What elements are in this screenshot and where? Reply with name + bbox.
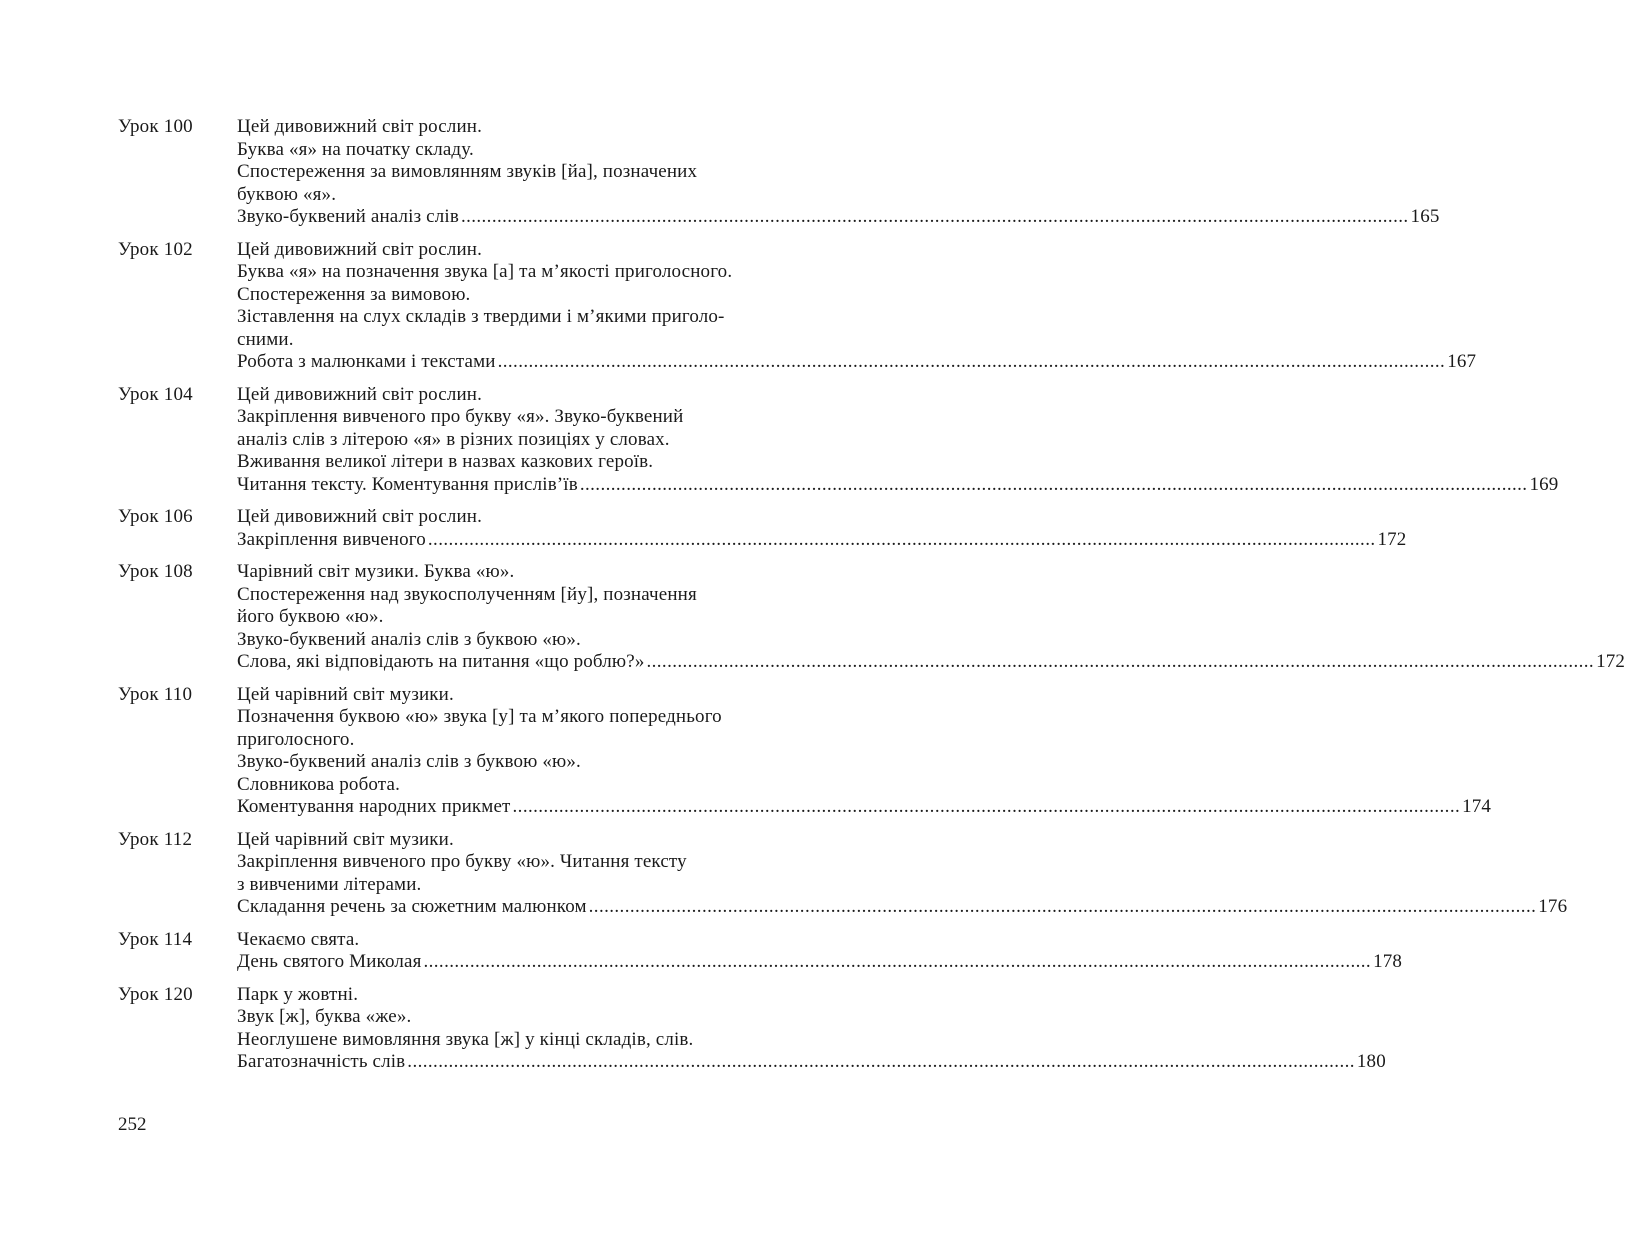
topic-line: Слова, які відповідають на питання «що роблю?» <box>237 651 645 672</box>
toc-leader-line <box>237 529 1406 552</box>
topic-line: Цей дивовижний світ рослин. <box>237 506 483 527</box>
toc-leader-line <box>237 951 1402 974</box>
topic-line: Багатозначність слів <box>237 1051 406 1072</box>
dot-leader <box>407 1051 1355 1074</box>
dot-leader <box>580 474 1528 497</box>
lesson-label: Урок 102 <box>118 238 193 260</box>
topic-line: Читання тексту. Коментування прислів’їв <box>237 473 578 495</box>
topic-line: його буквою «ю». <box>237 606 384 627</box>
toc-leader-line <box>237 206 1440 229</box>
lesson-label: Урок 112 <box>118 828 193 850</box>
topic-line: Цей дивовижний світ рослин. <box>237 383 483 405</box>
page-ref: 176 <box>1538 896 1568 917</box>
topic-line: Цей дивовижний світ рослин. <box>237 238 483 260</box>
toc-leader-line <box>237 896 1567 919</box>
page-ref: 169 <box>1529 473 1559 495</box>
topic-line: Складання речень за сюжетним малюнком <box>237 896 587 917</box>
topic-line: Робота з малюнками і текстами <box>237 351 496 372</box>
lesson-label: Урок 100 <box>118 116 193 137</box>
page-number: 252 <box>118 1114 147 1135</box>
topic-line: Вживання великої літери в назвах казкових героїв. <box>237 451 654 472</box>
topic-line: Спостереження за вимовою. <box>237 283 471 305</box>
toc-leader-line <box>237 651 1625 674</box>
toc-leader-line <box>237 474 1558 497</box>
page-ref: 172 <box>1377 528 1407 550</box>
topic-line: Цей чарівний світ музики. <box>237 828 454 850</box>
toc-entry <box>118 116 1440 229</box>
toc-entry <box>118 983 1386 1074</box>
lesson-label: Урок 110 <box>118 683 193 705</box>
toc-leader-line <box>237 796 1491 819</box>
topic-line: сними. <box>237 328 294 350</box>
topic-line: Чекаємо свята. <box>237 928 360 950</box>
toc-entry <box>118 683 1492 819</box>
topic-line: Неоглушене вимовляння звука [ж] у кінці складів, слів. <box>237 1028 694 1050</box>
topic-line: Словникова робота. <box>237 773 400 795</box>
toc-entry <box>118 383 1559 497</box>
topic-line: Закріплення вивченого <box>237 528 426 550</box>
table-of-contents <box>118 116 1625 1084</box>
lesson-label: Урок 114 <box>118 928 193 950</box>
topic-line: Позначення буквою «ю» звука [у] та м’якого попереднього <box>237 706 722 727</box>
topic-line: буквою «я». <box>237 183 337 205</box>
toc-entry <box>118 561 1625 674</box>
topic-line: Звуко-буквений аналіз слів <box>237 206 459 227</box>
dot-leader <box>513 796 1461 819</box>
lesson-label: Урок 104 <box>118 383 193 405</box>
toc-entry <box>118 928 1403 974</box>
page-ref: 167 <box>1447 351 1477 372</box>
dot-leader <box>428 529 1376 552</box>
dot-leader <box>589 896 1537 919</box>
toc-entry <box>118 238 1477 374</box>
dot-leader <box>461 206 1409 229</box>
dot-leader <box>423 951 1371 974</box>
topic-line: Спостереження над звукосполученням [йу], позначення <box>237 583 697 605</box>
topic-line: День святого Миколая <box>237 951 422 972</box>
topic-line: Парк у жовтні. <box>237 983 359 1005</box>
topic-line: аналіз слів з літерою «я» в різних позиціях у словах. <box>237 428 670 450</box>
page-ref: 178 <box>1373 951 1403 972</box>
topic-line: Зіставлення на слух складів з твердими і м’якими приголо- <box>237 306 725 327</box>
topic-line: приголосного. <box>237 728 355 750</box>
topic-line: Звуко-буквений аналіз слів з буквою «ю». <box>237 751 581 772</box>
page-ref: 180 <box>1356 1051 1386 1072</box>
topic-line: Коментування народних прикмет <box>237 796 511 817</box>
lesson-label: Урок 120 <box>118 983 193 1005</box>
topic-line: Буква «я» на позначення звука [а] та м’якості приголосного. <box>237 261 733 282</box>
topic-line: Закріплення вивченого про букву «ю». Читання тексту <box>237 851 687 872</box>
page-ref: 174 <box>1462 796 1492 817</box>
topic-line: Звук [ж], буква «же». <box>237 1006 412 1027</box>
lesson-label: Урок 106 <box>118 506 193 527</box>
toc-leader-line <box>237 351 1476 374</box>
page-ref: 172 <box>1596 651 1625 672</box>
topic-line: Чарівний світ музики. Буква «ю». <box>237 561 515 582</box>
topic-line: Цей чарівний світ музики. <box>237 683 454 705</box>
dot-leader <box>498 351 1446 374</box>
toc-entry <box>118 506 1407 551</box>
topic-line: Спостереження за вимовлянням звуків [йа], позначених <box>237 161 698 182</box>
toc-entry <box>118 828 1568 919</box>
toc-leader-line <box>237 1051 1386 1074</box>
page-ref: 165 <box>1410 206 1440 227</box>
topic-line: Цей дивовижний світ рослин. <box>237 116 483 137</box>
dot-leader <box>646 651 1594 674</box>
topic-line: Звуко-буквений аналіз слів з буквою «ю». <box>237 628 581 650</box>
topic-line: Буква «я» на початку складу. <box>237 138 474 160</box>
topic-line: Закріплення вивченого про букву «я». Звуко-буквений <box>237 406 684 427</box>
topic-line: з вивченими літерами. <box>237 873 422 895</box>
lesson-label: Урок 108 <box>118 561 193 582</box>
